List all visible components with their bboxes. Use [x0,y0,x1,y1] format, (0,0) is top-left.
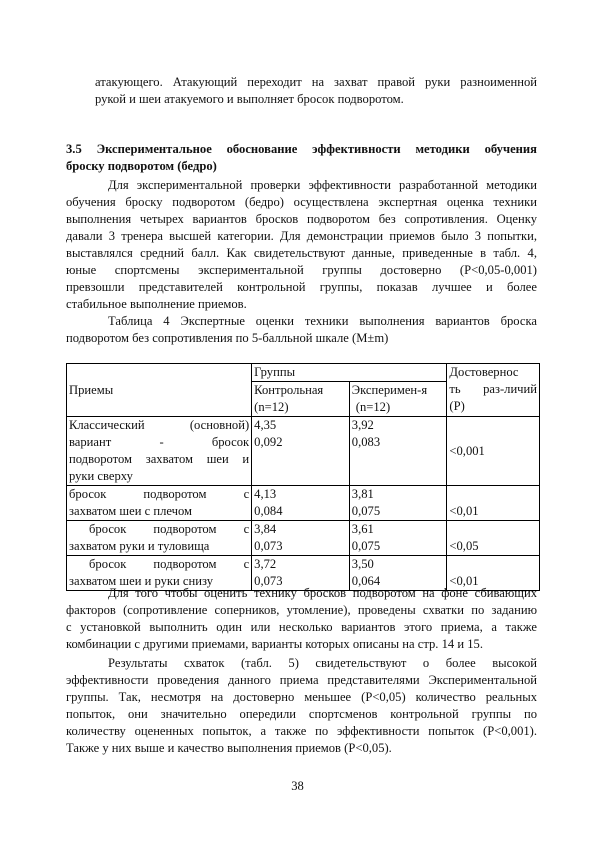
header-techniques: Приемы [67,364,252,417]
section-heading-line-2: броску подворотом (бедро) [66,159,217,173]
top-paragraph-line-1: атакующего. Атакующий переходит на захват правой руки разноименной [95,75,537,89]
row3-p: <0,05 [447,521,540,556]
row2-technique-line-2: захватом шеи с плечом [69,504,192,518]
row1-technique-line-2: вариант - бросок [69,435,250,449]
paragraph1-line-2: обучения броску подворотом (бедро) осуществлена экспертная оценка техники [66,195,537,209]
row3-technique-line-2: захватом руки и туловища [69,539,210,553]
row2-control-error: 0,084 [254,504,283,518]
paragraph3-line-5: количеству оцененных попыток, а также по эффективности попыток (P<0,001). [66,724,537,738]
top-paragraph-line-2: рукой и шеи атакуемого и выполняет бросок подворотом. [95,92,404,106]
paragraph2-line-3: с установкой выполнить один или несколько вариантов этого приема, а также [66,620,537,634]
table-caption-line-2: подворотом без сопротивления по 5-балльной шкале (M±m) [66,331,389,345]
header-significance-line-3: (P) [449,399,465,413]
row2-control [252,486,350,521]
row2-technique-line-1: бросок подворотом с [69,487,250,501]
header-control-label: Контрольная [254,383,324,397]
row4-technique-line-1: бросок подворотом с [89,557,250,571]
paragraph3-line-4: попыток, они значительно опередили спортсменов контрольной группы по [66,707,537,721]
paragraph1-line-6: юные спортсмены экспериментальной группы достоверно (P<0,05-0,001) [66,263,537,277]
row1-technique-line-3: подворотом захватом шеи и [69,452,250,466]
expert-scores-table [66,363,540,591]
paragraph2-line-2: факторов (сопротивление соперников, утомление), проведены схватки по заданию [66,603,537,617]
header-significance-line-1: Достовернос [449,365,519,379]
header-significance-line-2: ть раз-личий [449,382,537,396]
row1-technique [67,417,252,486]
row4-technique-line-2: захватом шеи и руки снизу [69,574,213,588]
header-experimental-n: (n=12) [355,400,391,414]
row1-p: <0,001 [447,417,540,486]
paragraph1-line-1: Для экспериментальной проверки эффективности разработанной методики [108,178,537,192]
table-row [67,521,540,556]
row3-control-mean: 3,84 [254,522,277,536]
paragraph3-line-1: Результаты схваток (табл. 5) свидетельствуют о более высокой [108,656,537,670]
table-row [67,486,540,521]
header-experimental [349,382,447,417]
paragraph1-line-3: выполнения четырех вариантов бросков подворотом без сопротивления. Оценку [66,212,537,226]
row4-control-mean: 3,72 [254,557,277,571]
paragraph1-line-8: стабильное выполнение приемов. [66,297,247,311]
row4-experimental-mean: 3,50 [351,557,374,571]
header-control-n: (n=12) [254,400,289,414]
table-row [67,417,540,486]
table-header-row [67,364,540,382]
row4-control-error: 0,073 [254,574,283,588]
row1-control-mean: 4,35 [254,418,277,432]
row4-p: <0,01 [447,556,540,591]
row1-technique-line-4: руки сверху [69,469,133,483]
row3-experimental-error: 0,075 [351,539,381,553]
row2-technique [67,486,252,521]
header-significance [447,364,540,417]
row2-experimental-mean: 3,81 [351,487,374,501]
paragraph3-line-3: группы. Так, несмотря на достоверно меньшее (P<0,05) количество реальных [66,690,537,704]
paragraph3-line-2: эффективности проведения данного приема представителями Экспериментальной [66,673,537,687]
header-control [252,382,350,417]
row3-technique [67,521,252,556]
row3-control-error: 0,073 [254,539,283,553]
row1-experimental-mean: 3,92 [351,418,374,432]
row3-technique-line-1: бросок подворотом с [89,522,250,536]
table-caption-line-1: Таблица 4 Экспертные оценки техники выполнения вариантов броска [108,314,537,328]
row1-experimental-error: 0,083 [351,435,381,449]
row1-control [252,417,350,486]
row4-experimental-error: 0,064 [351,574,381,588]
page-number: 38 [291,779,304,793]
row2-control-mean: 4,13 [254,487,277,501]
paragraph3-line-6: Также у них выше и качество выполнения приемов (P<0,05). [66,741,392,755]
row1-technique-line-1: Классический (основной) [69,418,250,432]
paragraph1-line-7: превзошли представителей контрольной группы, показав лучшее и более [66,280,537,294]
row2-p: <0,01 [447,486,540,521]
paragraph1-line-4: давали 3 тренера высшей категории. Для демонстрации приемов было 3 попытки, [66,229,537,243]
paragraph2-line-4: комбинации с другими приемами, варианты которых описаны на стр. 14 и 15. [66,637,483,651]
row1-experimental [349,417,447,486]
row3-control [252,521,350,556]
row2-experimental-error: 0,075 [351,504,381,518]
row3-experimental [349,521,447,556]
header-experimental-label: Эксперимен-я [351,383,428,397]
row1-control-error: 0,092 [254,435,283,449]
section-heading-line-1: 3.5 Экспериментальное обоснование эффективности методики обучения [66,142,537,156]
paragraph1-line-5: выставлялся средний балл. Как свидетельствуют данные, приведенные в табл. 4, [66,246,537,260]
header-groups: Группы [252,364,447,382]
row3-experimental-mean: 3,61 [351,522,374,536]
paragraph2-line-1: Для того чтобы оценить технику бросков подворотом на фоне сбивающих [108,586,537,600]
row2-experimental [349,486,447,521]
